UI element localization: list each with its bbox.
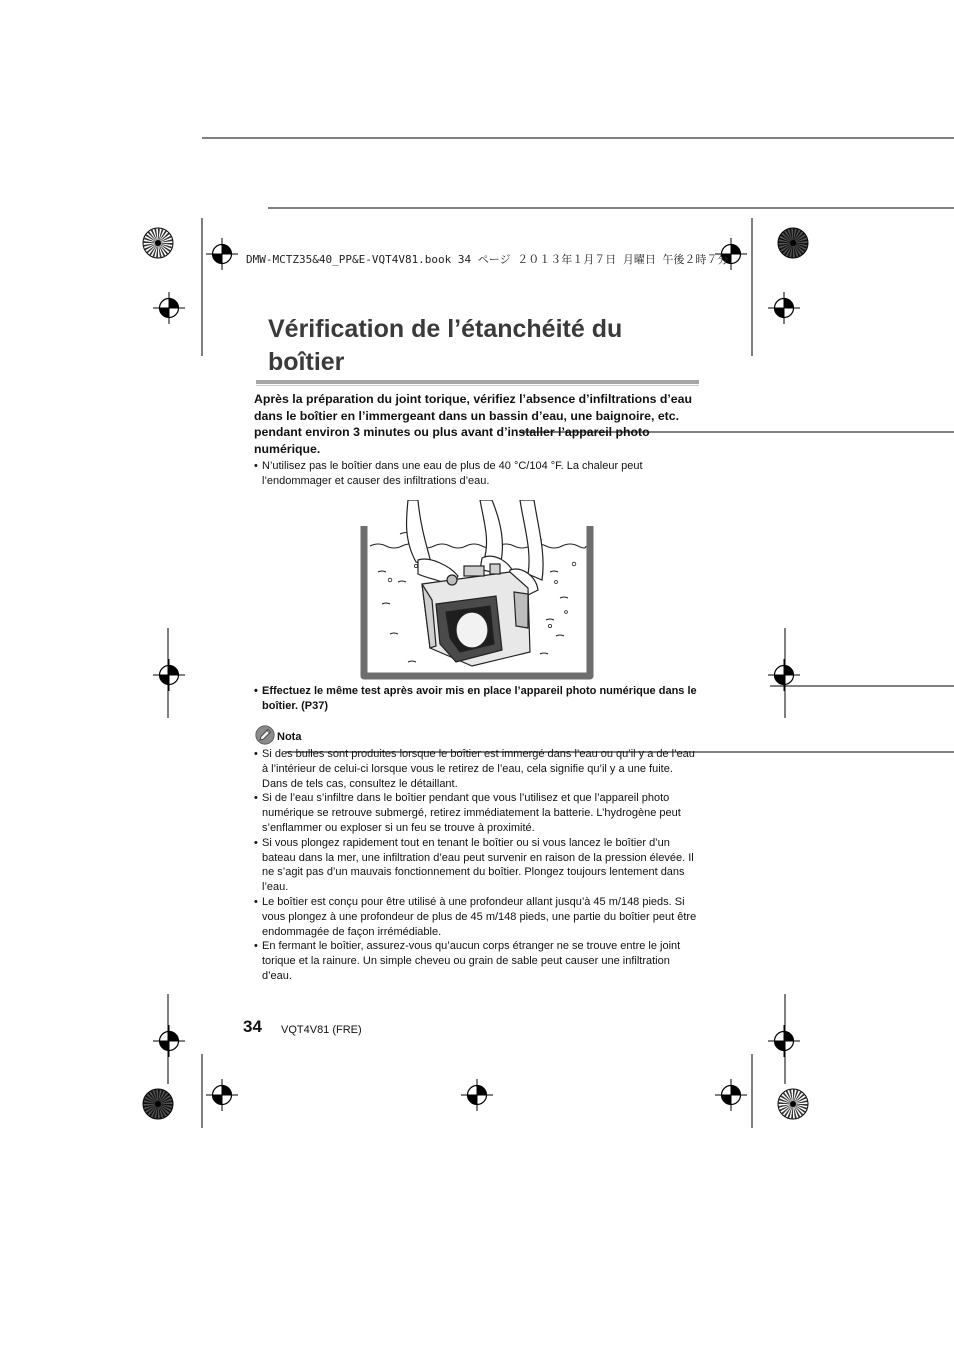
page-title: Vérification de l’étanchéité du boîtier <box>268 315 623 376</box>
list-item <box>254 791 699 835</box>
pencil-note-icon <box>255 725 275 745</box>
bullet-glyph: • <box>254 460 258 472</box>
nota-text: Si de l’eau s’infiltre dans le boîtier pendant que vous l’utilisez et que l’appareil photo numérique se retrouve submergé, retirez immédiatement la batterie. L’hydrogène peut s’enflammer ou exploser si un feu se trouve à proximité. <box>262 792 681 834</box>
nota-text: En fermant le boîtier, assurez-vous qu’aucun corps étranger ne se trouve entre le joint torique et la rainure. Un simple cheveu ou grain de sable peut causer une infiltration d’eau. <box>262 940 681 982</box>
title-underline-shadow <box>256 385 699 386</box>
registration-target-icon <box>206 1079 238 1111</box>
registration-target-icon <box>768 292 800 324</box>
color-registration-wheel-icon <box>143 228 173 258</box>
list-item <box>254 895 699 939</box>
intro-paragraph: Après la préparation du joint torique, vérifiez l’absence d’infiltrations d’eau dans le boîtier en l’immergeant dans un bassin d’eau, une baignoire, etc. pendant environ 3 minutes ou plus avant d’installer l’appareil photo numérique. <box>254 392 692 456</box>
bullet-glyph: • <box>254 792 258 805</box>
registration-target-icon <box>153 292 185 324</box>
color-registration-wheel-icon <box>143 1089 173 1119</box>
warning-text: N’utilisez pas le boîtier dans une eau de plus de 40 °C/104 °F. La chaleur peut l’endommager et causer des infiltrations d’eau. <box>262 460 643 487</box>
nota-list <box>254 747 699 984</box>
registration-target-icon <box>715 1079 747 1111</box>
after-illustration-text: Effectuez le même test après avoir mis en place l’appareil photo numérique dans le boîtier. (P37) <box>262 685 697 712</box>
list-item <box>254 459 699 489</box>
registration-target-icon <box>461 1079 493 1111</box>
color-registration-wheel-icon <box>778 228 808 258</box>
bullet-glyph: • <box>254 685 258 697</box>
document-code: VQT4V81 (FRE) <box>281 1024 362 1036</box>
list-item <box>254 939 699 983</box>
warning-list <box>254 459 699 489</box>
bullet-glyph: • <box>254 748 258 760</box>
color-registration-wheel-icon <box>778 1089 808 1119</box>
page-number: 34 <box>243 1017 262 1036</box>
print-header-line: DMW-MCTZ35&40_PP&E-VQT4V81.book 34 ページ ２０１３年１月７日 月曜日 午後２時７分 <box>246 253 729 266</box>
bullet-glyph: • <box>254 836 258 849</box>
list-item <box>254 836 699 895</box>
registration-target-icon <box>768 1025 800 1057</box>
registration-target-icon <box>153 659 185 691</box>
immersion-test-illustration <box>360 500 594 682</box>
nota-text: Si vous plongez rapidement tout en tenant le boîtier ou si vous lancez le boîtier d’un bateau dans la mer, une infiltration d’eau peut survenir en raison de la pression élevée. Il ne s’agit pas d’un mauvais fonctionnement du boîtier. Plongez toujours lentement dans l’eau. <box>262 836 694 894</box>
nota-text: Si des bulles sont produites lorsque le boîtier est immergé dans l’eau ou qu’il y a de l’eau à l’intérieur de celui-ci lorsque vous le retirez de l’eau, cela signifie qu’il y a une fuite. Dans de tels cas, consultez le détaillant. <box>262 748 695 790</box>
nota-text: Le boîtier est conçu pour être utilisé à une profondeur allant jusqu’à 45 m/148 pieds. Si vous plongez à une profondeur de plus de 45 m/148 pieds, une partie du boîtier peut être endommagée de façon irrémédiable. <box>262 895 697 938</box>
registration-target-icon <box>206 238 238 270</box>
bullet-glyph: • <box>254 895 258 908</box>
after-illustration-list <box>254 684 699 714</box>
nota-label: Nota <box>277 731 302 743</box>
list-item <box>254 684 699 714</box>
registration-target-icon <box>153 1025 185 1057</box>
bullet-glyph: • <box>254 940 258 953</box>
title-underline <box>256 380 699 384</box>
list-item <box>254 747 699 791</box>
